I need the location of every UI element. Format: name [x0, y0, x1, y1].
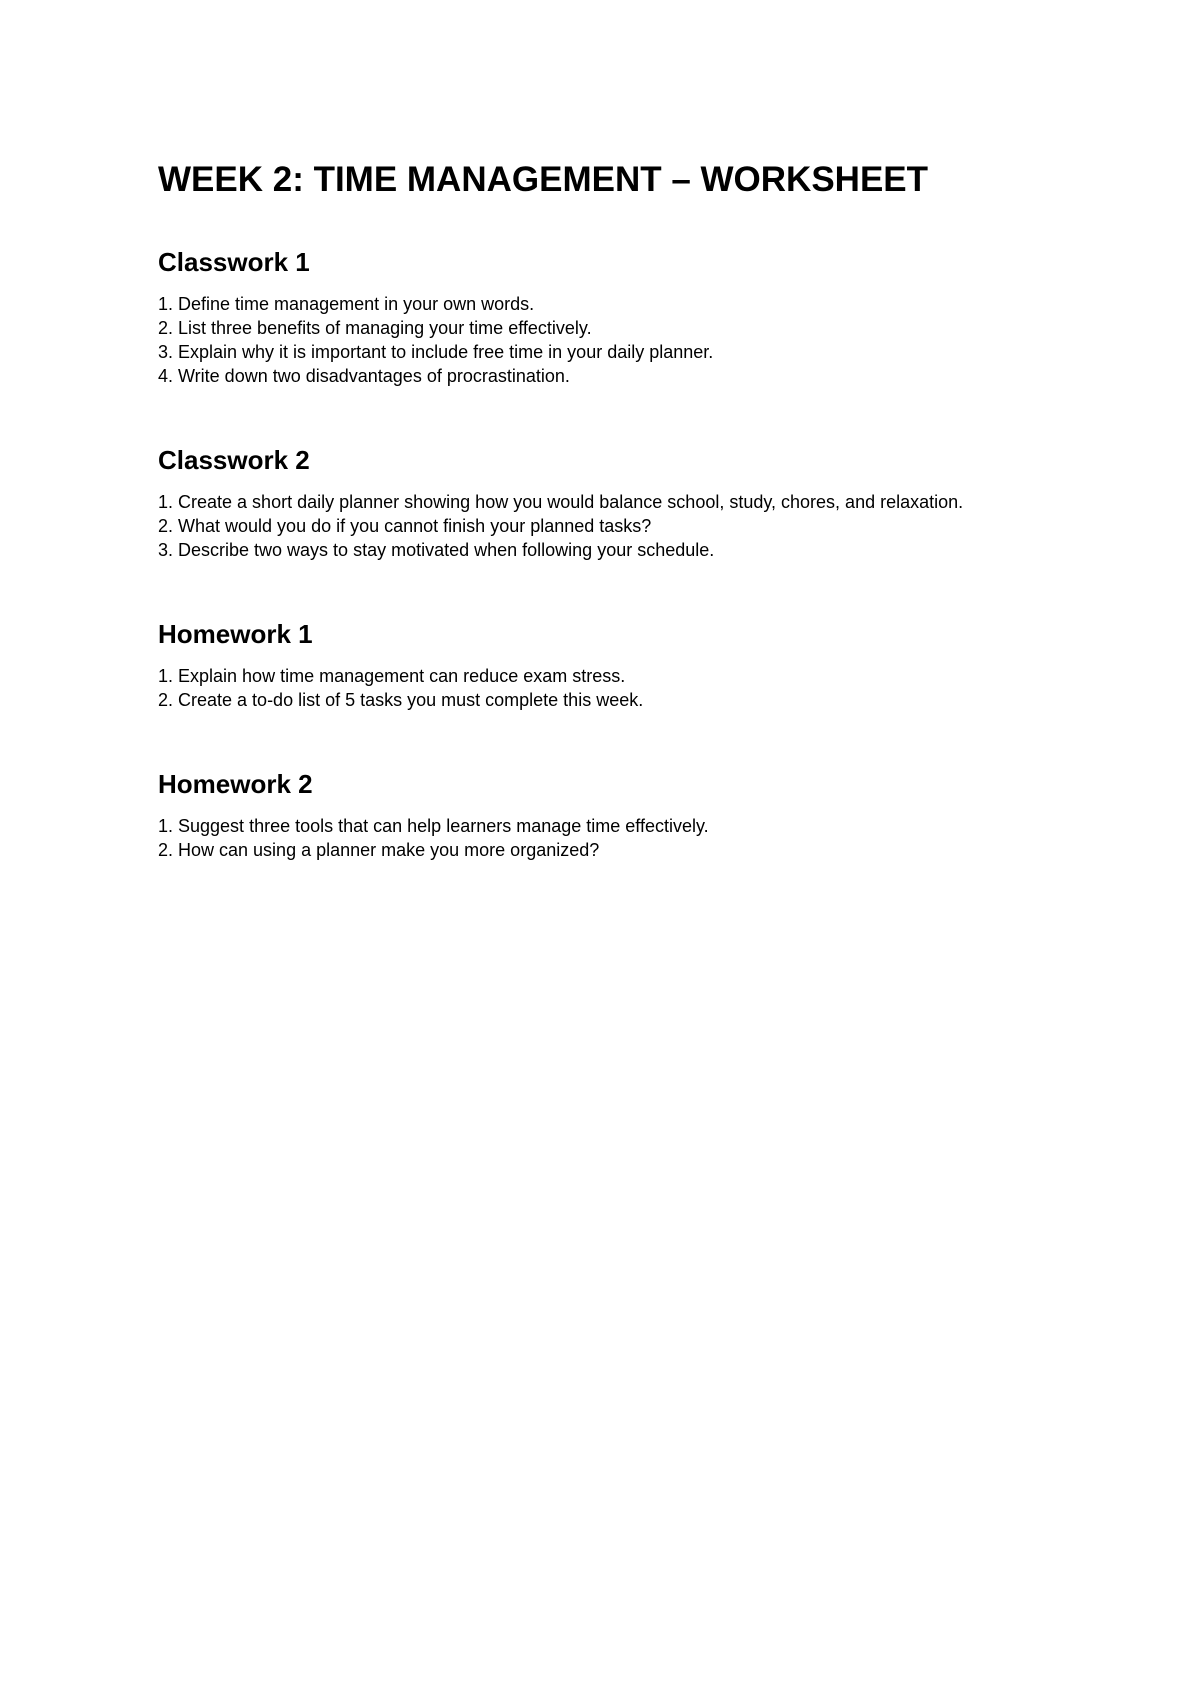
worksheet-title: WEEK 2: TIME MANAGEMENT – WORKSHEET	[158, 160, 929, 199]
section-classwork-1	[158, 246, 1058, 388]
question-item: 3. Describe two ways to stay motivated when following your schedule.	[158, 540, 715, 560]
section-homework-2	[158, 768, 1058, 862]
question-item: 2. How can using a planner make you more organized?	[158, 840, 600, 860]
section-heading: Homework 1	[158, 619, 313, 649]
question-item: 4. Write down two disadvantages of procrastination.	[158, 366, 570, 386]
question-item: 1. Suggest three tools that can help learners manage time effectively.	[158, 816, 709, 836]
section-heading: Classwork 1	[158, 247, 310, 277]
section-homework-1	[158, 618, 1058, 712]
question-item: 2. What would you do if you cannot finish your planned tasks?	[158, 516, 652, 536]
question-item: 1. Define time management in your own words.	[158, 294, 535, 314]
section-heading: Classwork 2	[158, 445, 310, 475]
question-item: 2. Create a to-do list of 5 tasks you must complete this week.	[158, 690, 644, 710]
question-item: 1. Explain how time management can reduce exam stress.	[158, 666, 626, 686]
question-item: 2. List three benefits of managing your time effectively.	[158, 318, 592, 338]
question-item: 3. Explain why it is important to include free time in your daily planner.	[158, 342, 714, 362]
section-classwork-2	[158, 444, 1058, 562]
section-heading: Homework 2	[158, 769, 313, 799]
document-content	[158, 158, 1058, 862]
question-item: 1. Create a short daily planner showing how you would balance school, study, chores, and relaxation.	[158, 492, 964, 512]
